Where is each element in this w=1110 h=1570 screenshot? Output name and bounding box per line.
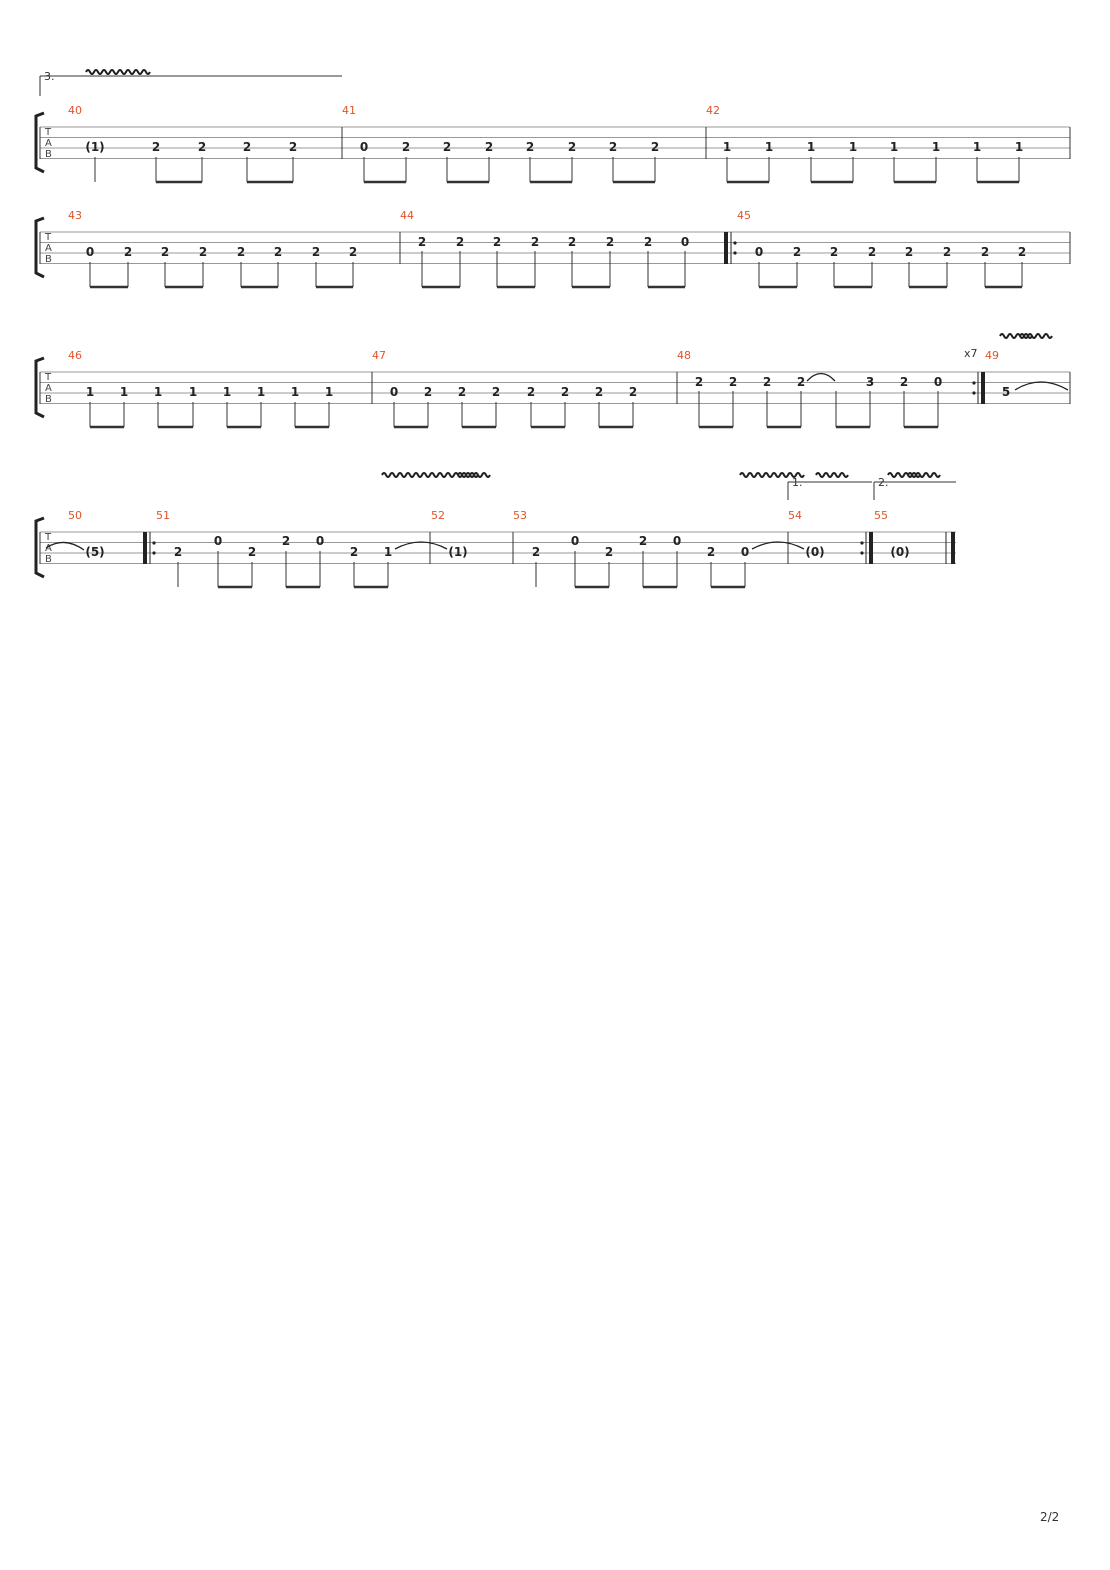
fret-note: (1) xyxy=(85,140,105,154)
fret-note: 1 xyxy=(85,385,95,399)
fret-note: 1 xyxy=(188,385,198,399)
fret-note: 0 xyxy=(359,140,369,154)
fret-note: 2 xyxy=(198,245,208,259)
tab-clef-A: A xyxy=(45,138,52,149)
fret-note: 2 xyxy=(281,534,291,548)
fret-note: 1 xyxy=(972,140,982,154)
fret-note: 1 xyxy=(290,385,300,399)
tab-clef-A: A xyxy=(45,383,52,394)
vibrato-mark xyxy=(888,473,940,477)
system-3 xyxy=(36,334,1070,427)
measure-54 xyxy=(805,545,824,559)
system-4 xyxy=(36,473,956,587)
fret-note: 1 xyxy=(889,140,899,154)
measure-number: 49 xyxy=(985,349,999,362)
fret-note: 2 xyxy=(236,245,246,259)
fret-note: 0 xyxy=(933,375,943,389)
measure-47 xyxy=(390,385,637,427)
measure-number: 43 xyxy=(68,209,82,222)
fret-note: 1 xyxy=(222,385,232,399)
fret-note: 2 xyxy=(594,385,604,399)
tab-clef-B: B xyxy=(45,254,52,265)
fret-note: 2 xyxy=(904,245,914,259)
tab-clef-T: T xyxy=(45,532,52,543)
fret-note: 2 xyxy=(650,140,660,154)
fret-note: 2 xyxy=(604,545,614,559)
measure-number: 50 xyxy=(68,509,82,522)
page-number: 2/2 xyxy=(1040,1510,1060,1524)
fret-note: 2 xyxy=(608,140,618,154)
fret-note: 2 xyxy=(560,385,570,399)
fret-note: 2 xyxy=(567,235,577,249)
repeat-count: x7 xyxy=(964,347,978,360)
fret-note: 0 xyxy=(389,385,399,399)
fret-note: 2 xyxy=(455,235,465,249)
fret-note: 2 xyxy=(311,245,321,259)
measure-number: 45 xyxy=(737,209,751,222)
fret-note: 2 xyxy=(417,235,427,249)
fret-note: 2 xyxy=(526,385,536,399)
repeat-start-barline xyxy=(724,232,737,264)
fret-note: (5) xyxy=(85,545,105,559)
fret-note: 2 xyxy=(492,235,502,249)
note-stems xyxy=(95,157,293,182)
fret-note: 1 xyxy=(256,385,266,399)
staff-lines xyxy=(40,232,1070,264)
fret-note: 1 xyxy=(806,140,816,154)
fret-note: 1 xyxy=(1014,140,1024,154)
measure-46 xyxy=(86,385,333,427)
repeat-end-barline xyxy=(860,532,873,564)
tab-clef-B: B xyxy=(45,554,52,565)
volta-label: 3. xyxy=(44,70,55,83)
vibrato-mark xyxy=(86,70,150,74)
tab-clef-T: T xyxy=(45,372,52,383)
fret-note: 2 xyxy=(567,140,577,154)
fret-note: 2 xyxy=(980,245,990,259)
volta-label: 1. xyxy=(792,476,803,489)
tab-clef-B: B xyxy=(45,149,52,160)
tab-clef-B: B xyxy=(45,394,52,405)
measure-51 xyxy=(174,534,447,587)
fret-note: 1 xyxy=(153,385,163,399)
fret-note: 2 xyxy=(605,235,615,249)
tie-arc xyxy=(1015,382,1068,390)
fret-note: 0 xyxy=(740,545,750,559)
measure-number: 53 xyxy=(513,509,527,522)
fret-note: 2 xyxy=(525,140,535,154)
fret-note: 0 xyxy=(672,534,682,548)
measure-55 xyxy=(890,545,909,559)
fret-note: 2 xyxy=(151,140,161,154)
repeat-start-barline xyxy=(143,532,156,564)
fret-note: 2 xyxy=(531,545,541,559)
tab-clef-A: A xyxy=(45,543,52,554)
vibrato-mark xyxy=(1000,334,1052,338)
fret-note: 1 xyxy=(848,140,858,154)
fret-note: 1 xyxy=(383,545,393,559)
fret-note: 1 xyxy=(764,140,774,154)
final-barline xyxy=(946,532,955,564)
measure-42 xyxy=(723,140,1023,182)
measure-number: 51 xyxy=(156,509,170,522)
fret-note: 1 xyxy=(931,140,941,154)
fret-note: 2 xyxy=(530,235,540,249)
tie-arc xyxy=(395,542,447,549)
fret-note: 2 xyxy=(247,545,257,559)
volta-bracket-1 xyxy=(788,476,872,500)
fret-note: 1 xyxy=(119,385,129,399)
fret-note: 2 xyxy=(288,140,298,154)
measure-45 xyxy=(755,245,1026,287)
fret-note: 2 xyxy=(638,534,648,548)
measure-50 xyxy=(46,542,105,559)
measure-number: 55 xyxy=(874,509,888,522)
measure-53 xyxy=(532,534,804,587)
measure-52 xyxy=(448,545,467,559)
fret-note: 2 xyxy=(643,235,653,249)
fret-note: 0 xyxy=(570,534,580,548)
fret-note: 2 xyxy=(273,245,283,259)
fret-note: 2 xyxy=(792,245,802,259)
measure-number: 52 xyxy=(431,509,445,522)
measure-number: 44 xyxy=(400,209,414,222)
fret-note: 2 xyxy=(160,245,170,259)
fret-note: 2 xyxy=(796,375,806,389)
fret-note: 2 xyxy=(173,545,183,559)
fret-note: 2 xyxy=(942,245,952,259)
system-2 xyxy=(36,209,1070,287)
measure-number: 41 xyxy=(342,104,356,117)
fret-note: 1 xyxy=(722,140,732,154)
tab-clef-A: A xyxy=(45,243,52,254)
fret-note: 0 xyxy=(315,534,325,548)
fret-note: 2 xyxy=(442,140,452,154)
fret-note: 2 xyxy=(349,545,359,559)
tie-arc xyxy=(807,374,835,382)
fret-note: 2 xyxy=(197,140,207,154)
measure-43 xyxy=(86,245,357,287)
fret-note: 2 xyxy=(242,140,252,154)
tie-arc xyxy=(752,542,804,549)
fret-note: (0) xyxy=(890,545,910,559)
repeat-end-barline xyxy=(972,372,985,404)
fret-note: 2 xyxy=(457,385,467,399)
fret-note: (1) xyxy=(448,545,468,559)
fret-note: 2 xyxy=(694,375,704,389)
staff-lines xyxy=(40,127,1070,159)
fret-note: 2 xyxy=(628,385,638,399)
fret-note: 2 xyxy=(1017,245,1027,259)
system-1 xyxy=(36,70,1070,182)
fret-note: 5 xyxy=(1001,385,1011,399)
volta-bracket-2 xyxy=(874,476,956,500)
measure-number: 40 xyxy=(68,104,82,117)
fret-note: 2 xyxy=(728,375,738,389)
fret-note: 1 xyxy=(324,385,334,399)
fret-note: 0 xyxy=(754,245,764,259)
tab-clef-T: T xyxy=(45,232,52,243)
fret-note: 2 xyxy=(401,140,411,154)
fret-note: 3 xyxy=(865,375,875,389)
fret-note: 2 xyxy=(867,245,877,259)
fret-note: 2 xyxy=(423,385,433,399)
fret-note: 2 xyxy=(706,545,716,559)
measure-48 xyxy=(695,374,942,428)
measure-number: 42 xyxy=(706,104,720,117)
volta-label: 2. xyxy=(878,476,889,489)
vibrato-mark xyxy=(382,473,490,477)
measure-41 xyxy=(360,140,659,182)
fret-note: 2 xyxy=(899,375,909,389)
fret-note: 0 xyxy=(680,235,690,249)
volta-bracket-3 xyxy=(40,70,342,96)
measure-number: 48 xyxy=(677,349,691,362)
fret-note: 2 xyxy=(484,140,494,154)
fret-note: 0 xyxy=(85,245,95,259)
fret-note: 2 xyxy=(348,245,358,259)
fret-note: 2 xyxy=(491,385,501,399)
fret-note: 2 xyxy=(123,245,133,259)
fret-note: (0) xyxy=(805,545,825,559)
tab-clef-T: T xyxy=(45,127,52,138)
measure-number: 54 xyxy=(788,509,802,522)
measure-49 xyxy=(1002,382,1068,399)
fret-note: 2 xyxy=(829,245,839,259)
fret-note: 0 xyxy=(213,534,223,548)
measure-number: 46 xyxy=(68,349,82,362)
fret-note: 2 xyxy=(762,375,772,389)
measure-number: 47 xyxy=(372,349,386,362)
